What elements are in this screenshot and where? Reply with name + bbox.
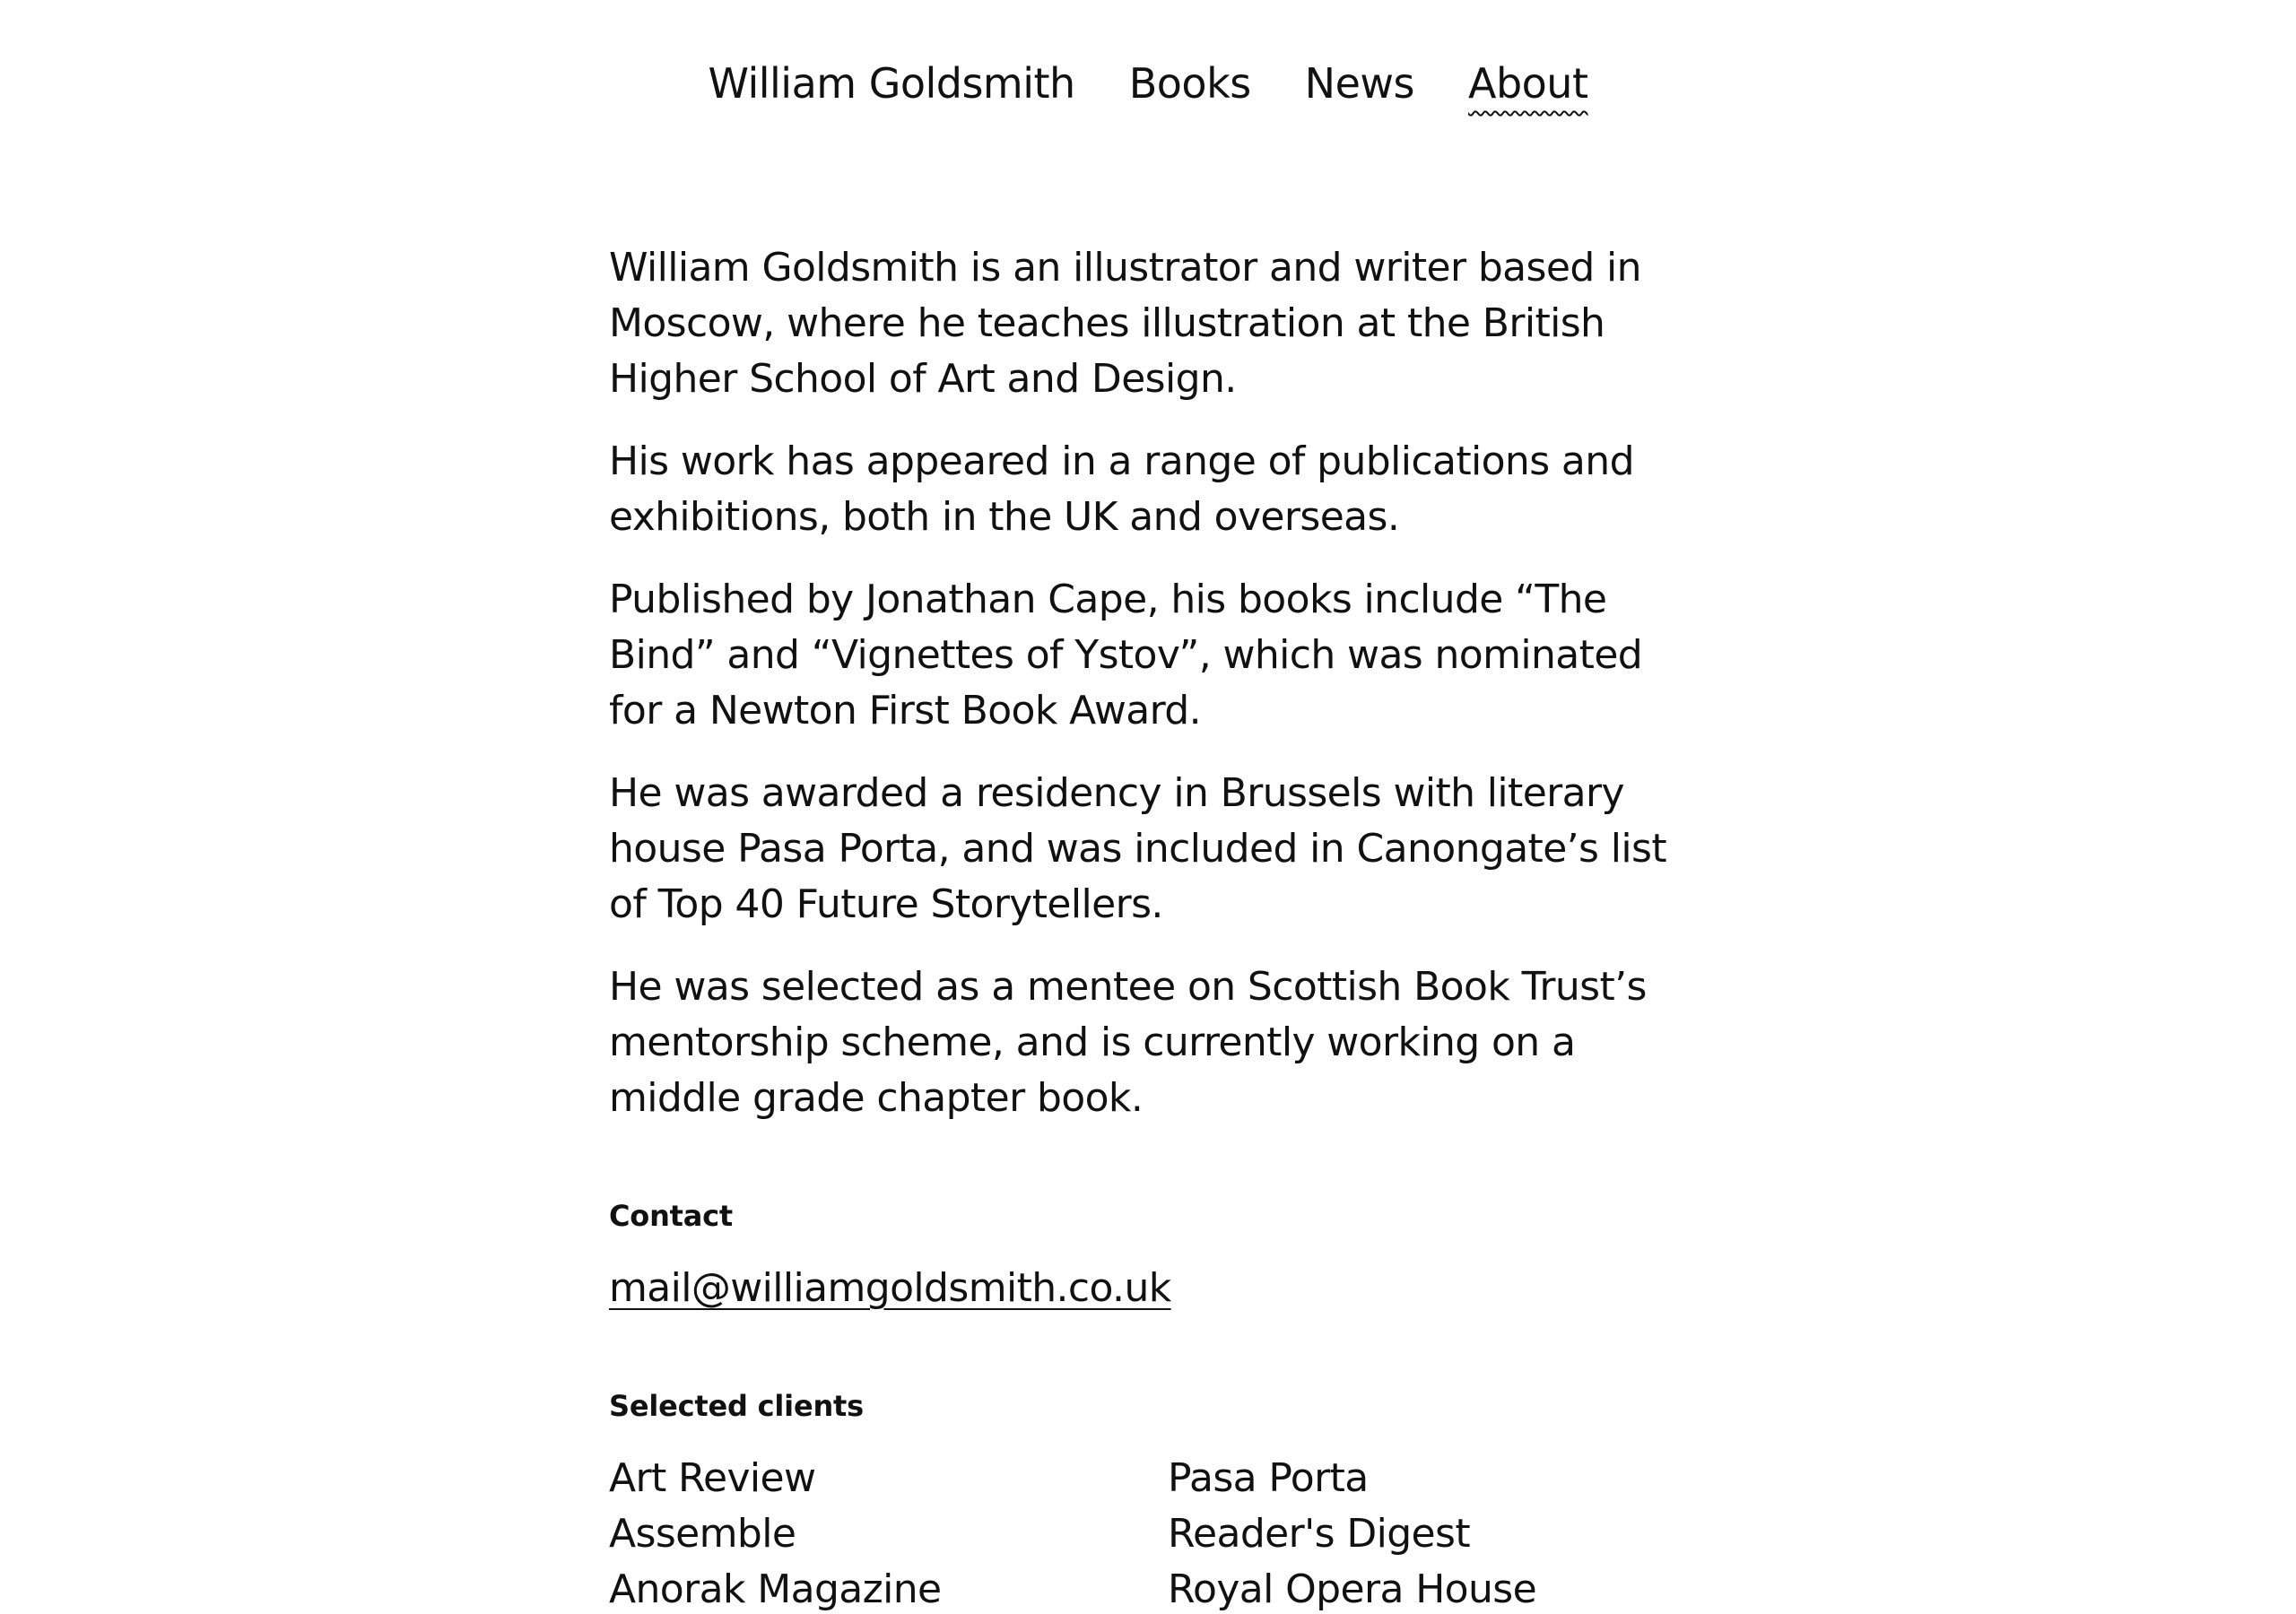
contact-section bbox=[609, 1198, 1703, 1316]
email-link[interactable]: mail@williamgoldsmith.co.uk bbox=[609, 1265, 1171, 1311]
client-item: Pasa Porta bbox=[1168, 1455, 1369, 1501]
client-item: Royal Opera House bbox=[1168, 1566, 1537, 1612]
contact-label: Contact bbox=[609, 1199, 734, 1233]
bio-paragraph: He was awarded a residency in Brussels with literary house Pasa Porta, and was included in Canongate’s list of Top 40 Future Storytellers. bbox=[609, 770, 1666, 927]
bio-paragraph: He was selected as a mentee on Scottish Book Trust’s mentorship scheme, and is currently working on a middle grade chapter book. bbox=[609, 964, 1647, 1121]
clients-grid bbox=[609, 1451, 1703, 1614]
clients-column-left bbox=[609, 1451, 1168, 1614]
client-item: Art Review bbox=[609, 1455, 816, 1501]
bio-paragraph: Published by Jonathan Cape, his books include “The Bind” and “Vignettes of Ystov”, which was nominated for a Newton First Book Award. bbox=[609, 577, 1643, 733]
nav-home-link[interactable]: William Goldsmith bbox=[708, 59, 1075, 108]
nav-books-link[interactable]: Books bbox=[1128, 59, 1251, 108]
clients-section bbox=[609, 1388, 1703, 1614]
nav-news-link[interactable]: News bbox=[1304, 59, 1414, 108]
clients-label: Selected clients bbox=[609, 1389, 864, 1423]
clients-column-right bbox=[1168, 1451, 1706, 1614]
main-nav bbox=[0, 52, 2296, 115]
bio-section bbox=[609, 240, 1703, 1126]
about-content bbox=[609, 240, 1703, 1614]
bio-paragraph: His work has appeared in a range of publications and exhibitions, both in the UK and overseas. bbox=[609, 438, 1634, 540]
client-item: Reader's Digest bbox=[1168, 1511, 1471, 1557]
bio-paragraph: William Goldsmith is an illustrator and writer based in Moscow, where he teaches illustration at the British Higher School of Art and Design. bbox=[609, 245, 1641, 402]
client-item: Anorak Magazine bbox=[609, 1566, 942, 1612]
client-item: Assemble bbox=[609, 1511, 796, 1557]
nav-about-link[interactable]: About bbox=[1467, 59, 1588, 108]
